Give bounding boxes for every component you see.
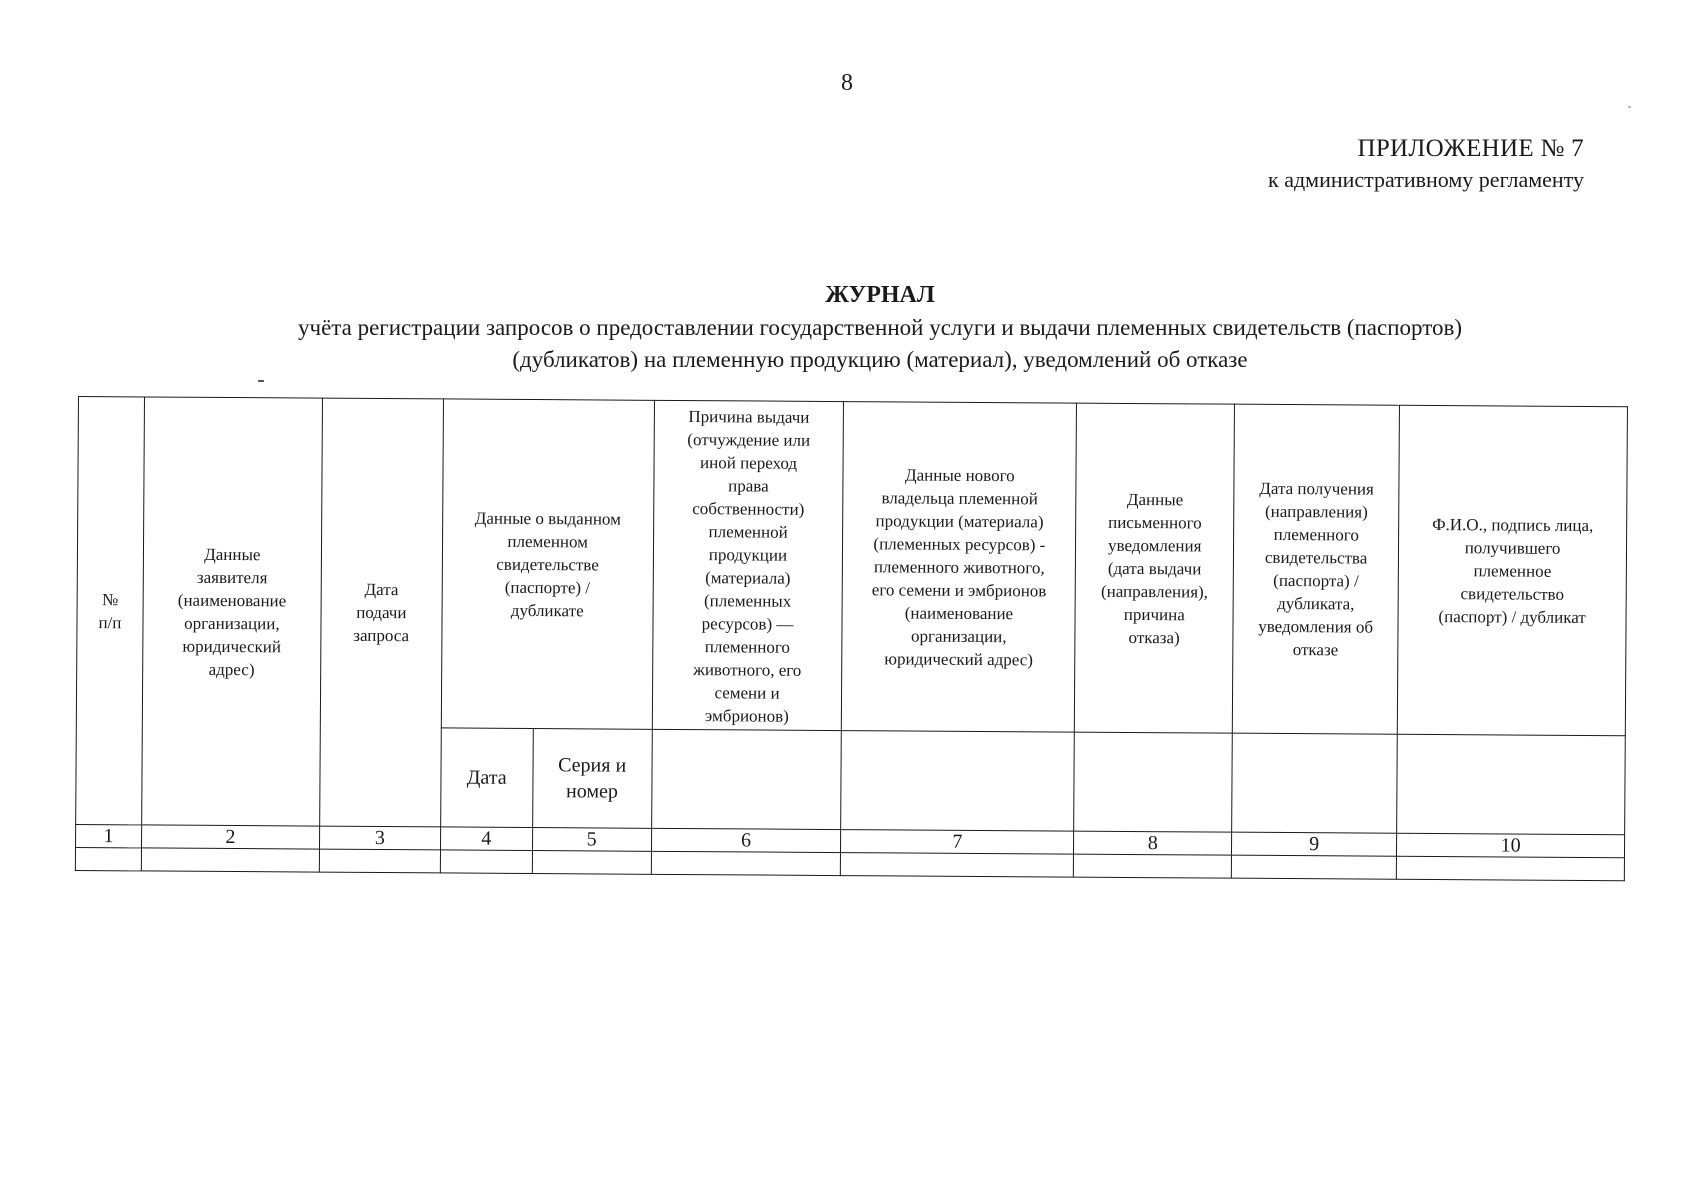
header-cell-reason: [652, 400, 844, 730]
document-heading: [200, 278, 1560, 376]
header-label: № п/п: [98, 589, 122, 632]
header-cell-number: [76, 397, 145, 825]
header-cell-recipient: [1397, 405, 1627, 736]
table-cell: [532, 851, 651, 875]
table-cell: [440, 850, 532, 874]
header-label: Данные о выданном племенном свидетельстве (паспорте) / дубликате: [474, 508, 621, 620]
header-label: Ф.И.О., подпись лица, получившего племенное свидетельство (паспорт) / дубликат: [1432, 514, 1594, 627]
column-number-cell: 7: [841, 830, 1074, 855]
subheader-cell-series-number: [532, 729, 652, 829]
subheader-cell-date: [440, 728, 533, 828]
header-cell-new-owner: [842, 402, 1077, 733]
appendix-title: ПРИЛОЖЕНИЕ № 7: [1357, 135, 1584, 162]
journal-title: ЖУРНАЛ: [825, 282, 935, 308]
column-number-cell: 1: [76, 824, 142, 847]
table-cell: [319, 849, 440, 873]
table-cell: [1232, 855, 1397, 879]
column-number-cell: 9: [1232, 832, 1397, 856]
table-header-row: [76, 397, 1627, 736]
subheader-label: Серия и номер: [558, 754, 627, 803]
scan-speck: [1628, 106, 1631, 108]
table-cell: [1396, 856, 1624, 881]
header-label: Данные заявителя (наименование организации, юридический адрес): [177, 544, 287, 679]
column-number-cell: 3: [319, 826, 440, 850]
subheader-cell-empty: [841, 731, 1074, 832]
column-number-cell: 2: [141, 825, 319, 849]
header-label: Дата подачи запроса: [353, 579, 410, 646]
header-cell-receipt-date: [1233, 404, 1400, 734]
header-label: Причина выдачи (отчуждение или иной переход права собственности) племенной продукции (материала) (племенных ресурсов) — племенного животного, его семени и эмбрионов): [687, 407, 811, 726]
header-cell-certificate: [441, 399, 654, 729]
column-number-cell: 5: [532, 828, 651, 852]
header-label: Данные нового владельца племенной продукции (материала) (племенных ресурсов) - племенного животного, его семени и эмбрионов (наименование организации, юридический адрес): [871, 464, 1047, 669]
table-cell: [75, 847, 141, 870]
journal-table: [75, 396, 1628, 881]
table-cell: [141, 848, 319, 872]
header-cell-notification: [1075, 403, 1235, 733]
header-label: Дата получения (направления) племенного свидетельства (паспорта) / дубликата, уведомления об отказе: [1258, 478, 1374, 660]
page-number: 8: [841, 70, 853, 96]
subheader-cell-empty: [651, 729, 842, 829]
column-number-cell: 8: [1074, 831, 1232, 855]
subheader-cell-empty: [1232, 733, 1398, 833]
appendix-block: [1268, 133, 1584, 195]
subheader-label: Дата: [466, 766, 507, 789]
subheader-cell-empty: [1074, 732, 1233, 832]
column-number-cell: 10: [1397, 833, 1625, 858]
table-cell: [651, 851, 841, 875]
column-number-cell: 4: [440, 827, 532, 851]
header-cell-applicant: [142, 397, 323, 826]
scan-speck: [258, 380, 264, 382]
journal-subtitle-line-1: учёта регистрации запросов о предоставлении государственной услуги и выдачи племенных свидетельств (паспортов): [298, 315, 1462, 340]
subheader-cell-empty: [1397, 734, 1626, 835]
table-cell: [841, 853, 1074, 878]
table-cell: [1074, 854, 1232, 878]
column-number-cell: 6: [651, 828, 841, 852]
header-label: Данные письменного уведомления (дата выдачи (направления), причина отказа): [1100, 489, 1209, 647]
journal-subtitle-line-2: (дубликатов) на племенную продукцию (материал), уведомлений об отказе: [512, 347, 1248, 372]
appendix-subtitle: к административному регламенту: [1268, 167, 1584, 192]
header-cell-request-date: [319, 398, 443, 827]
